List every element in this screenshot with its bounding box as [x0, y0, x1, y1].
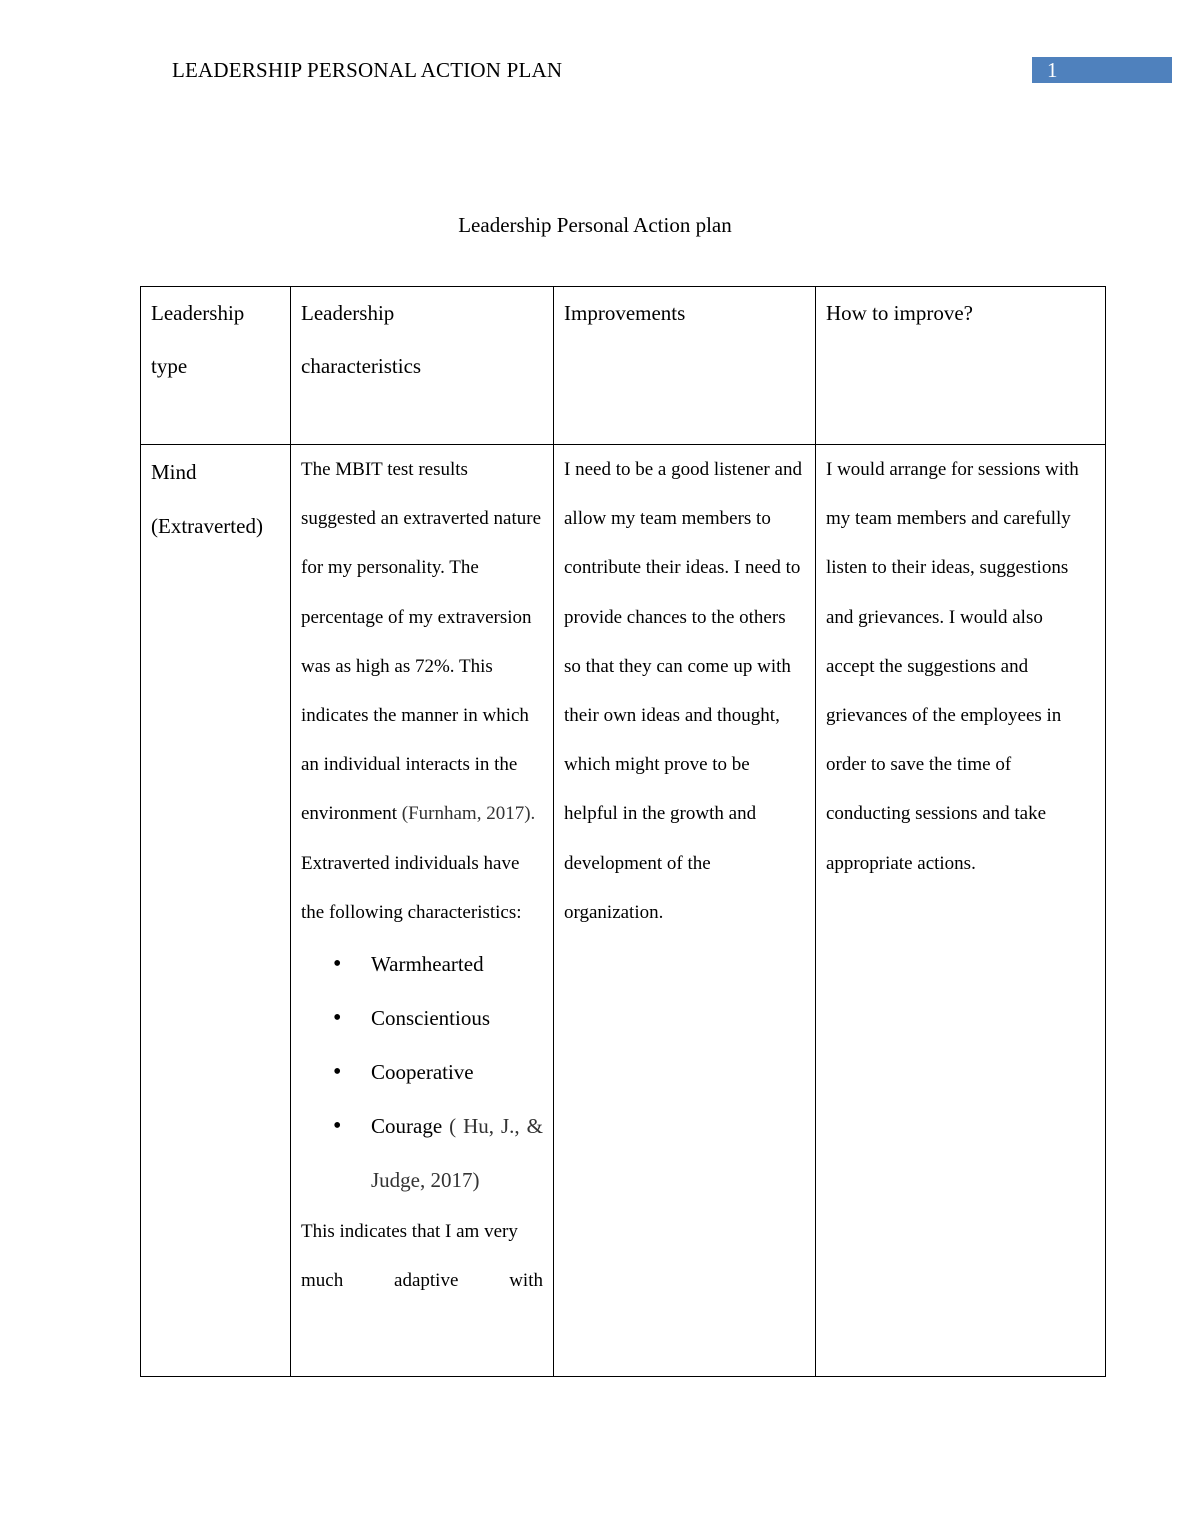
- citation-furnham: (Furnham, 2017).: [401, 803, 536, 825]
- table-row: [141, 445, 1106, 1377]
- traits-list: [301, 937, 543, 1207]
- action-plan-table: [140, 286, 1106, 1377]
- running-header-title: LEADERSHIP PERSONAL ACTION PLAN: [172, 58, 563, 82]
- cell-improvements: I need to be a good listener and allow my team members to contribute their ideas. I need to provide chances to the others so that they can come up with their own ideas and thought, which might prove to be helpful in the growth and development of the organization.: [554, 445, 816, 1377]
- header-how-to-improve: How to improve?: [816, 287, 1106, 445]
- document-title: Leadership Personal Action plan: [458, 213, 732, 237]
- list-item: • Courage ( Hu, J., & Judge, 2017): [371, 1099, 543, 1207]
- list-item: • Warmhearted: [371, 937, 543, 991]
- cell-leadership-type: Mind (Extraverted): [141, 445, 291, 1377]
- cell-leadership-characteristics: [291, 445, 554, 1377]
- header-improvements: Improvements: [554, 287, 816, 445]
- header-leadership-characteristics: Leadership characteristics: [291, 287, 554, 445]
- characteristics-outro: This indicates that I am very much adaptive with: [301, 1221, 543, 1292]
- list-item: • Conscientious: [371, 991, 543, 1045]
- list-item: • Cooperative: [371, 1045, 543, 1099]
- characteristics-intro: The MBIT test results suggested an extraverted nature for my personality. The percentage of my extraversion was as high as 72%. This indicates the manner in which an individual interacts in the environment (Furnham, 2017). Extraverted individuals have the following characteristics:: [301, 459, 542, 923]
- header-leadership-type: Leadership type: [141, 287, 291, 445]
- page-number-badge: 1: [1032, 57, 1172, 83]
- table-header-row: [141, 287, 1106, 445]
- cell-how-to-improve: I would arrange for sessions with my team members and carefully listen to their ideas, suggestions and grievances. I would also accept the suggestions and grievances of the employees in order to save the time of conducting sessions and take appropriate actions.: [816, 445, 1106, 1377]
- citation-hu-judge: ( Hu, J., & Judge, 2017): [371, 1114, 543, 1193]
